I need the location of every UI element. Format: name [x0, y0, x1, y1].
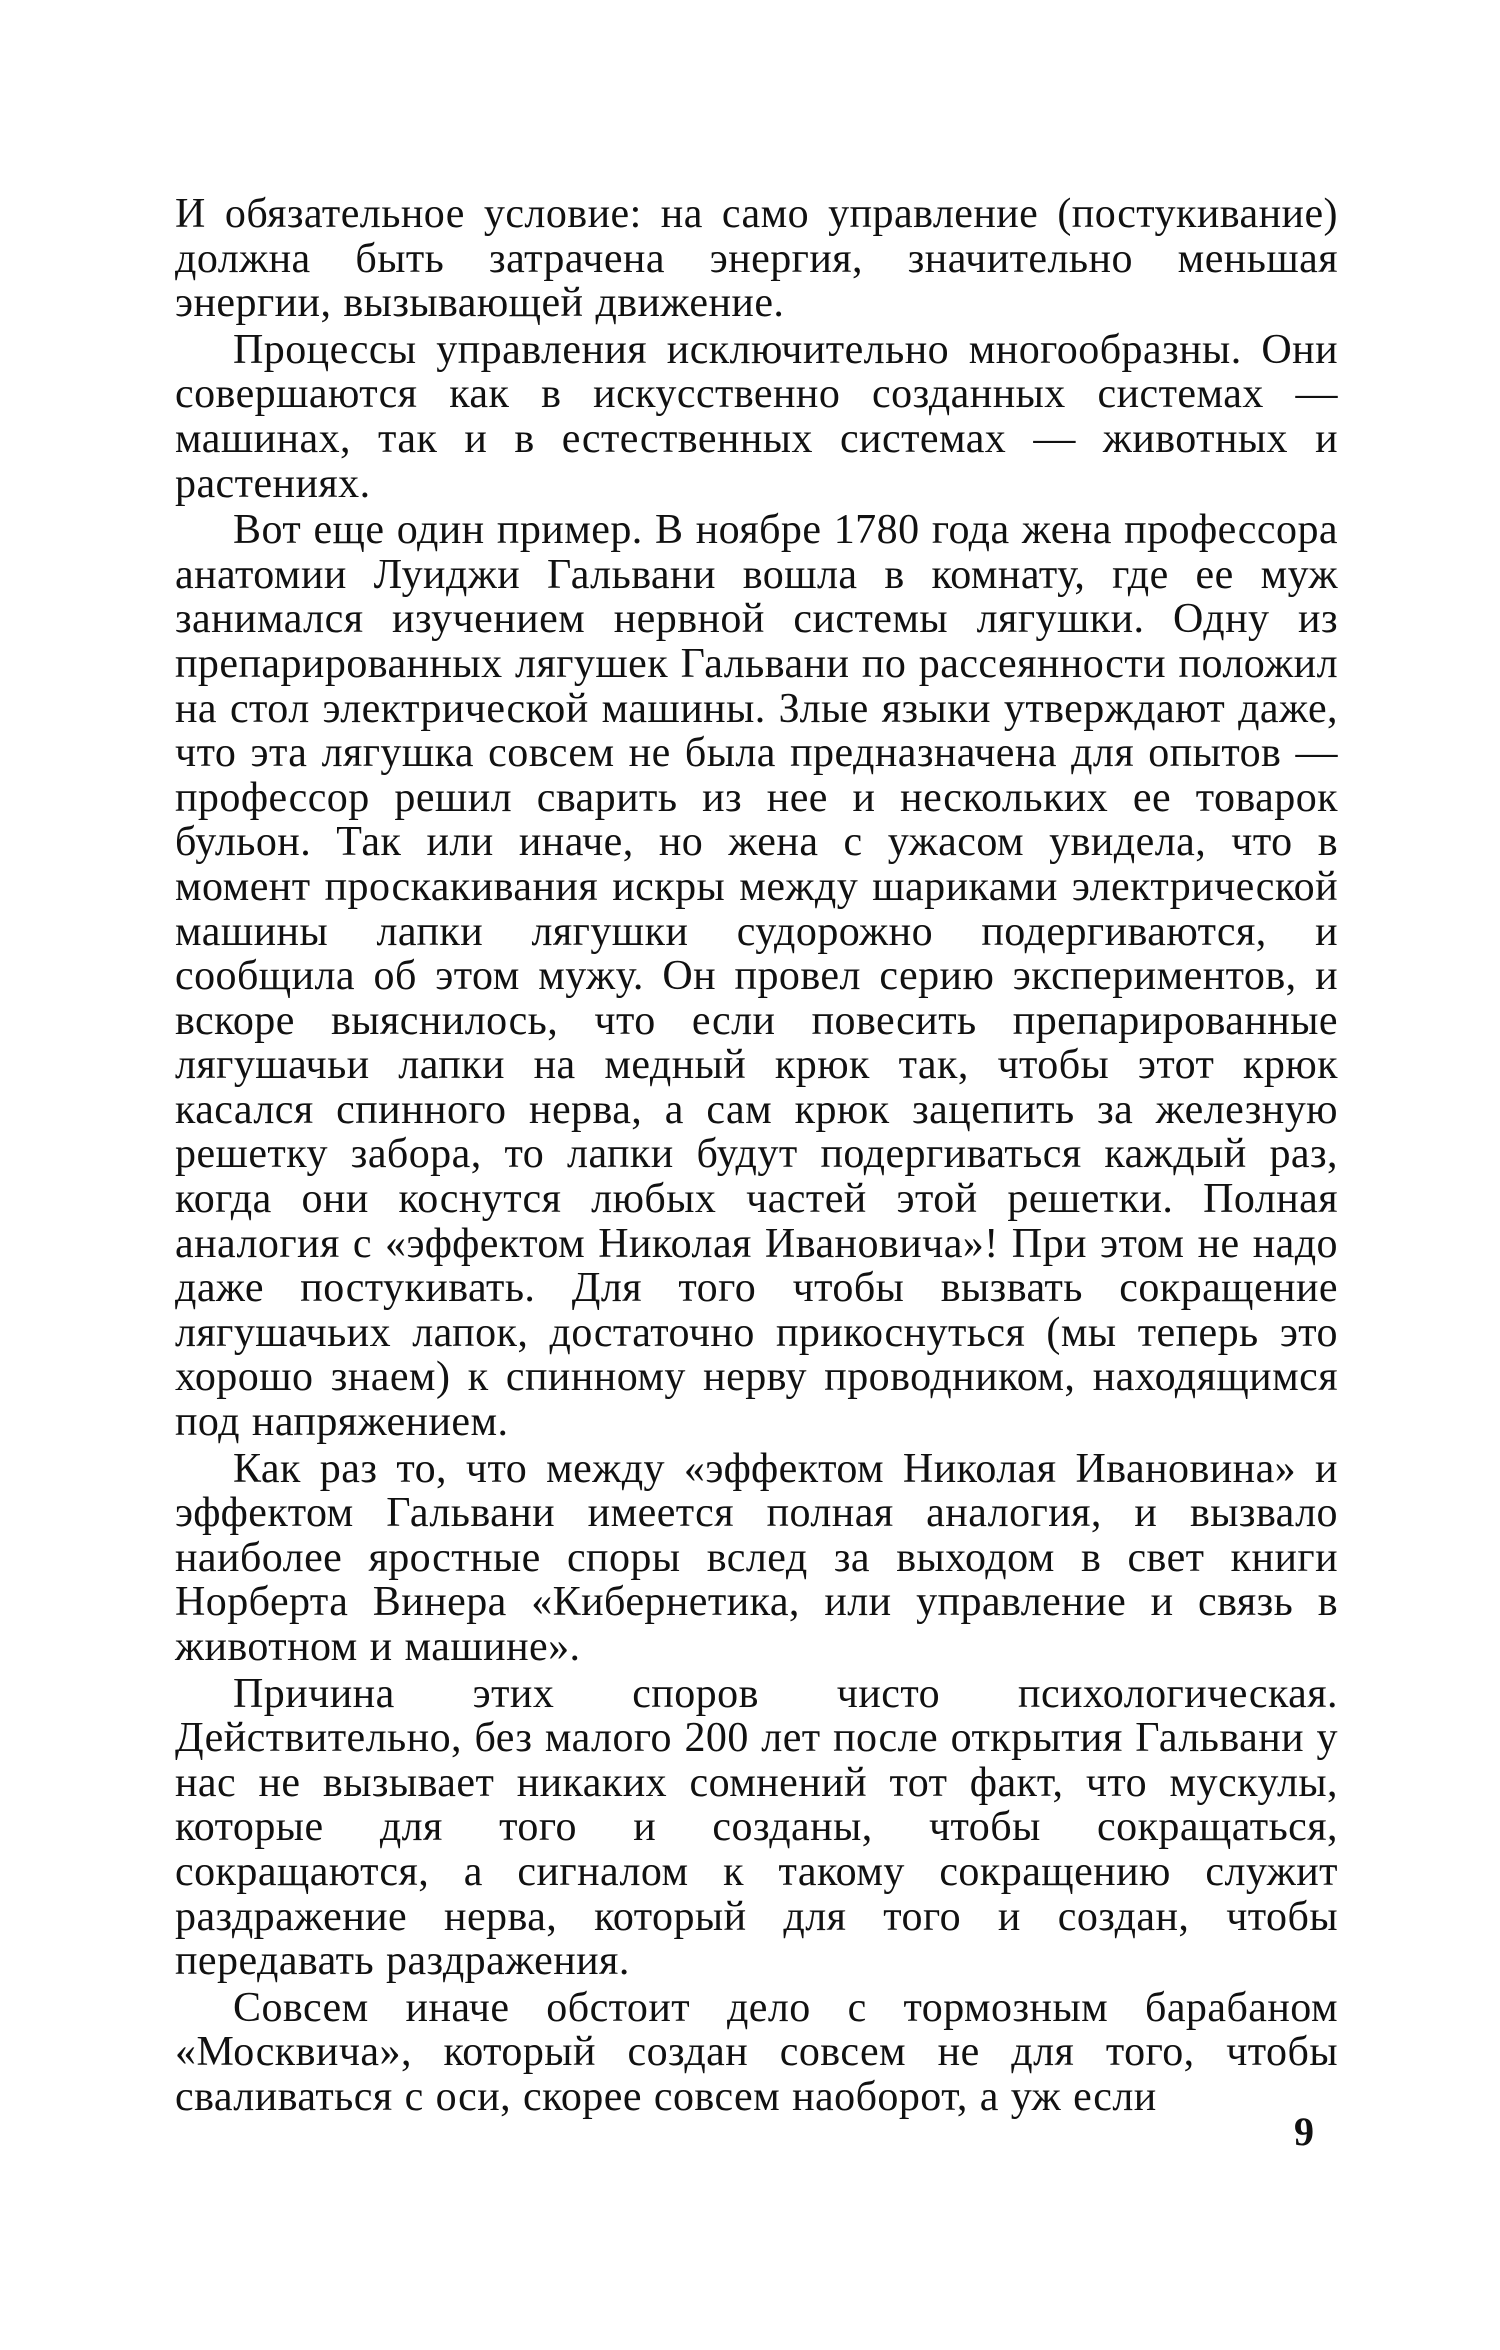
paragraph: Совсем иначе обстоит дело с тормозным барабаном «Москвича», который создан совсем не для того, чтобы сваливаться с оси, скорее совсем наоборот, а уж если	[175, 1984, 1338, 2120]
paragraph: Процессы управления исключительно многообразны. Они совершаются как в искусственно созданных системах — машинах, так и в естественных системах — животных и растениях.	[175, 326, 1338, 507]
paragraph-continuation: И обязательное условие: на само управление (постукивание) должна быть затрачена энергия, значительно меньшая энергии, вызывающей движение.	[175, 191, 1338, 327]
paragraph: Вот еще один пример. В ноябре 1780 года жена профессора анатомии Луиджи Гальвани вошла в комнату, где ее муж занимался изучением нервной системы лягушки. Одну из препарированных лягушек Гальвани по рассеянности положил на стол электрической машины. Злые языки утверждают даже, что эта лягушка совсем не была предназначена для опытов — профессор решил сварить из нее и нескольких ее товарок бульон. Так или иначе, но жена с ужасом увидела, что в момент проскакивания искры между шариками электрической машины лапки лягушки судорожно подергиваются, и сообщила об этом мужу. Он провел серию экспериментов, и вскоре выяснилось, что если повесить препарированные лягушачьи лапки на медный крюк так, чтобы этот крюк касался спинного нерва, а сам крюк зацепить за железную решетку забора, то лапки будут подергиваться каждый раз, когда они коснутся любых частей этой решетки. Полная аналогия с «эффектом Николая Ивановича»! При этом не надо даже постукивать. Для того чтобы вызвать сокращение лягушачьих лапок, достаточно прикоснуться (мы теперь это хорошо знаем) к спинному нерву проводником, находящимся под напряжением.	[175, 507, 1338, 1446]
page-number: 9	[1294, 2109, 1314, 2154]
paragraph: Как раз то, что между «эффектом Николая Ивановина» и эффектом Гальвани имеется полная аналогия, и вызвало наиболее яростные споры вслед за выходом в свет книги Норберта Винера «Кибернетика, или управление и связь в животном и машине».	[175, 1445, 1338, 1670]
paragraph: Причина этих споров чисто психологическая. Действительно, без малого 200 лет после открытия Гальвани у нас не вызывает никаких сомнений тот факт, что мускулы, которые для того и созданы, чтобы сокращаться, сокращаются, а сигналом к такому сокращению служит раздражение нерва, который для того и создан, чтобы передавать раздражения.	[175, 1670, 1338, 1985]
body-text	[175, 192, 1338, 2122]
